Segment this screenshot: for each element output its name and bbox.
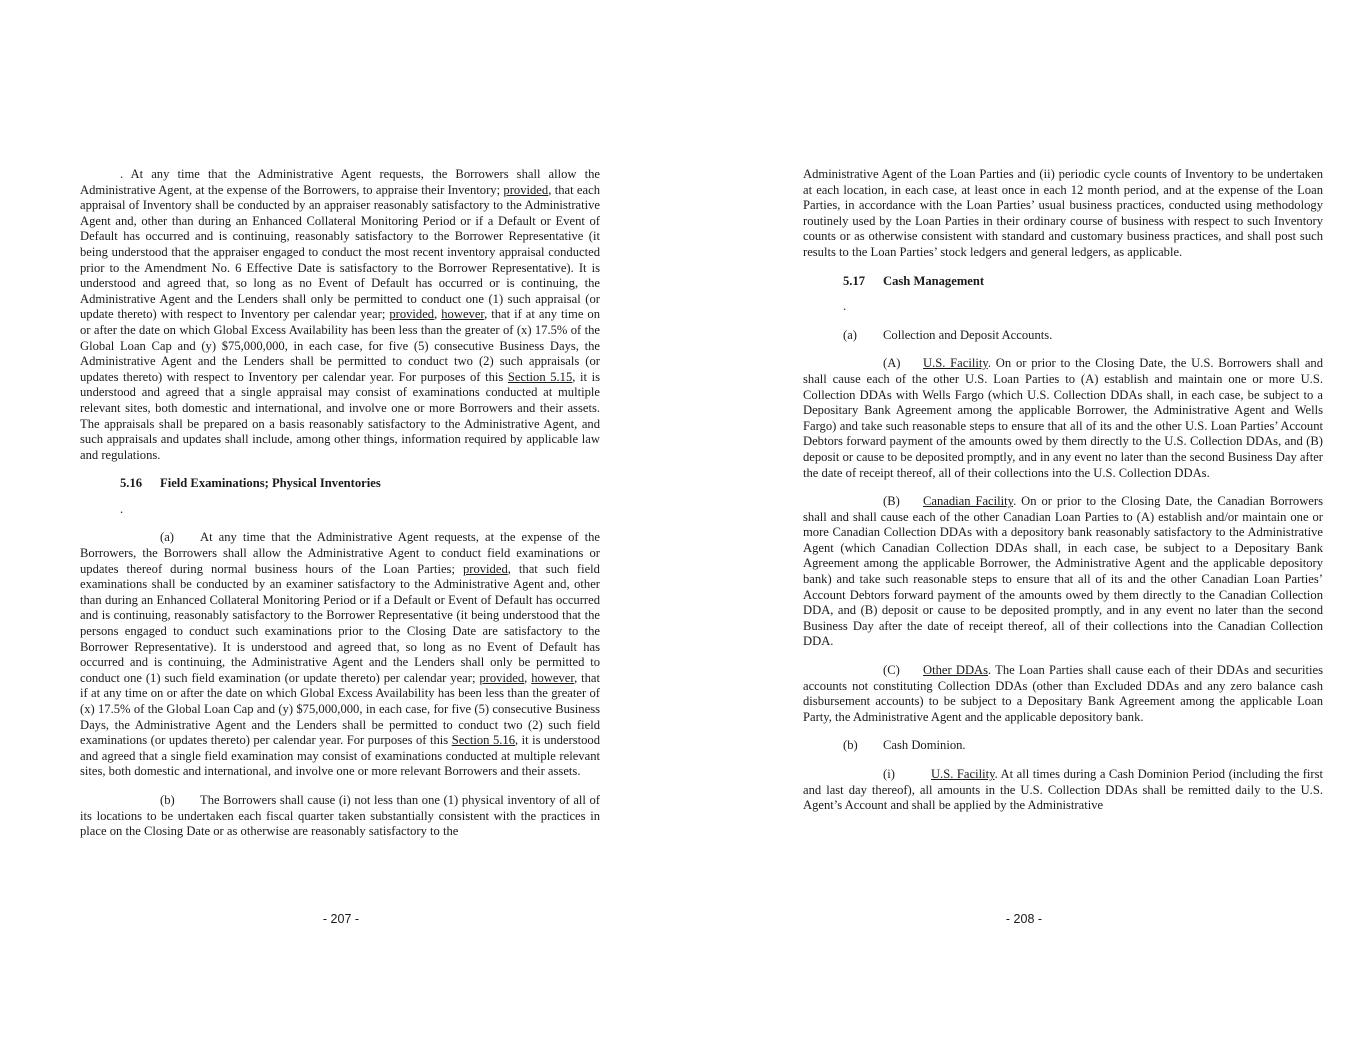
appraisal-paragraph: . At any time that the Administrative Agent requests, the Borrowers shall allow the Administrative Agent, at the expense of the Borrowers, to appraise their Inventory; provided, that each appraisal of Inventory shall be conducted by an appraiser reasonably satisfactory to the Administrative Agent and, other than during an Enhanced Collateral Monitoring Period or if a Default or Event of Default has occurred and is continuing, reasonably satisfactory to the Borrower Representative (it being understood that the appraiser engaged to conduct the most recent inventory appraisal conducted prior to the Amendment No. 6 Effective Date is satisfactory to the Borrower Representative). It is understood and agreed that, so long as no Event of Default has occurred or is continuing, the Administrative Agent and the Lenders shall only be permitted to conduct one (1) such appraisal (or update thereto) with respect to Inventory per calendar year; provided, however, that if at any time on or after the date on which Global Excess Availability has been less than the greater of (x) 17.5% of the Global Loan Cap and (y) $75,000,000, in each case, for five (5) consecutive Business Days, the Administrative Agent and the Lenders shall be permitted to conduct two (2) such appraisals (or updates thereto) with respect to Inventory per calendar year. For purposes of this Section 5.15, it is understood and agreed that a single appraisal may consist of examinations conducted at multiple relevant sites, both domestic and international, and involve one or more Borrowers and their assets. The appraisals shall be prepared on a basis reasonably satisfactory to the Administrative Agent, and such appraisals and updates shall include, among other things, information required by applicable law and regulations. [80, 167, 601, 462]
section-heading-5-17: 5.17 Cash Management [843, 273, 985, 288]
subsection-b-heading: (b) Cash Dominion. [843, 738, 966, 753]
page-number: - 207 - [322, 912, 360, 926]
canadian-facility-paragraph: (B) Canadian Facility. On or prior to the Closing Date, the Canadian Borrowers shall and shall cause each of the other Canadian Loan Parties to (A) establish and/or maintain one or more Canadian Collection DDAs with a depository bank reasonably satisfactory to the Administrative Agent (which Canadian Collection DDAs shall, in each case, be subject to a Depositary Bank Agreement among the applicable Borrower, the Administrative Agent and the applicable depository bank) and take such reasonable steps to ensure that all of its and the other Canadian Loan Parties’ Account Debtors forward payment of the amounts owed by them directly to the Canadian Collection DDA, and (B) deposit or cause to be deposited promptly, and in any event no later than the second Business Day after the date of receipt thereof, all of their collections into the Canadian Collection DDA. [803, 494, 1323, 649]
page-208 [683, 0, 1365, 1055]
page-number: - 208 - [1005, 912, 1043, 926]
section-516-reference: Section 5.16 [451, 733, 515, 748]
section-5-17-dot: . [843, 299, 847, 314]
other-ddas-paragraph: (C) Other DDAs. The Loan Parties shall cause each of their DDAs and securities accounts not constituting Collection DDAs (other than Excluded DDAs and any zero balance cash disbursement accounts) to be subject to a Depositary Bank Agreement among the applicable Loan Party, the Administrative Agent and the applicable depository bank. [803, 663, 1323, 724]
us-facility-paragraph: (A) U.S. Facility. On or prior to the Closing Date, the U.S. Borrowers shall and shall cause each of the other U.S. Loan Parties to (A) establish and maintain one or more U.S. Collection DDAs with Wells Fargo (which U.S. Collection DDAs shall, in each case, be subject to a Depositary Bank Agreement among the applicable Borrower, the Administrative Agent and Wells Fargo) and take such reasonable steps to ensure that all of its and the other U.S. Loan Parties’ Account Debtors forward payment of the amounts owed by them directly to the U.S. Collection DDAs, and (B) deposit or cause to be deposited promptly, and in any event no later than the second Business Day after the date of receipt thereof, all of their collections into the U.S. Collection DDAs. [803, 356, 1323, 480]
field-exam-paragraph-a: (a) At any time that the Administrative Agent requests, at the expense of the Borrowers, the Borrowers shall allow the Administrative Agent to conduct field examinations or updates thereof during normal business hours of the Loan Parties; provided, that such field examinations shall be conducted by an examiner satisfactory to the Administrative Agent and, other than during an Enhanced Collateral Monitoring Period or if a Default or Event of Default has occurred and is continuing, reasonably satisfactory to the Borrower Representative (it being understood that the persons engaged to conduct such examinations prior to the Closing Date are satisfactory to the Borrower Representative). It is understood and agreed that, so long as no Event of Default has occurred and is continuing, the Administrative Agent and the Lenders shall only be permitted to conduct one (1) such field examination (or update thereto) per calendar year; provided, however, that if at any time on or after the date on which Global Excess Availability has been less than the greater of (x) 17.5% of the Global Loan Cap and (y) $75,000,000, in each case, for five (5) consecutive Business Days, the Administrative Agent and the Lenders shall be permitted to conduct two (2) such field examinations (or updates thereto) per calendar year. For purposes of this Section 5.16, it is understood and agreed that a single field examination may consist of examinations conducted at multiple relevant sites, both domestic and international, and involve one or more relevant Borrowers and their assets. [80, 530, 601, 779]
section-heading-5-16: 5.16 Field Examinations; Physical Inventories [120, 476, 381, 491]
physical-inventory-paragraph-b: (b) The Borrowers shall cause (i) not less than one (1) physical inventory of all of its locations to be undertaken each fiscal quarter taken substantially consistent with the practices in place on the Closing Date or as otherwise are reasonably satisfactory to the [80, 792, 600, 839]
page-208-body [803, 167, 1323, 814]
subsection-a-heading: (a) Collection and Deposit Accounts. [843, 327, 1053, 342]
section-5-16-dot: . [120, 501, 124, 516]
page-207-body [80, 167, 600, 840]
continuation-paragraph: Administrative Agent of the Loan Parties and (ii) periodic cycle counts of Inventory to be undertaken at each location, in each case, at least once in each 12 month period, and at the expense of the Loan Parties, in accordance with the Loan Parties’ usual business practices, conducted using methodology routinely used by the Loan Parties in their ordinary course of business with respect to such Inventory counts or as otherwise consistent with standard and customary business practices, and shall post such results to the Loan Parties’ stock ledgers and general ledgers, as applicable. [803, 167, 1323, 259]
cash-dominion-us-paragraph: (i) U.S. Facility. At all times during a Cash Dominion Period (including the first and last day thereof), all amounts in the U.S. Collection DDAs shall be remitted daily to the U.S. Agent’s Account and shall be applied by the Administrative [803, 767, 1324, 813]
section-515-reference: Section 5.15 [507, 369, 573, 384]
page-207 [0, 0, 682, 1055]
